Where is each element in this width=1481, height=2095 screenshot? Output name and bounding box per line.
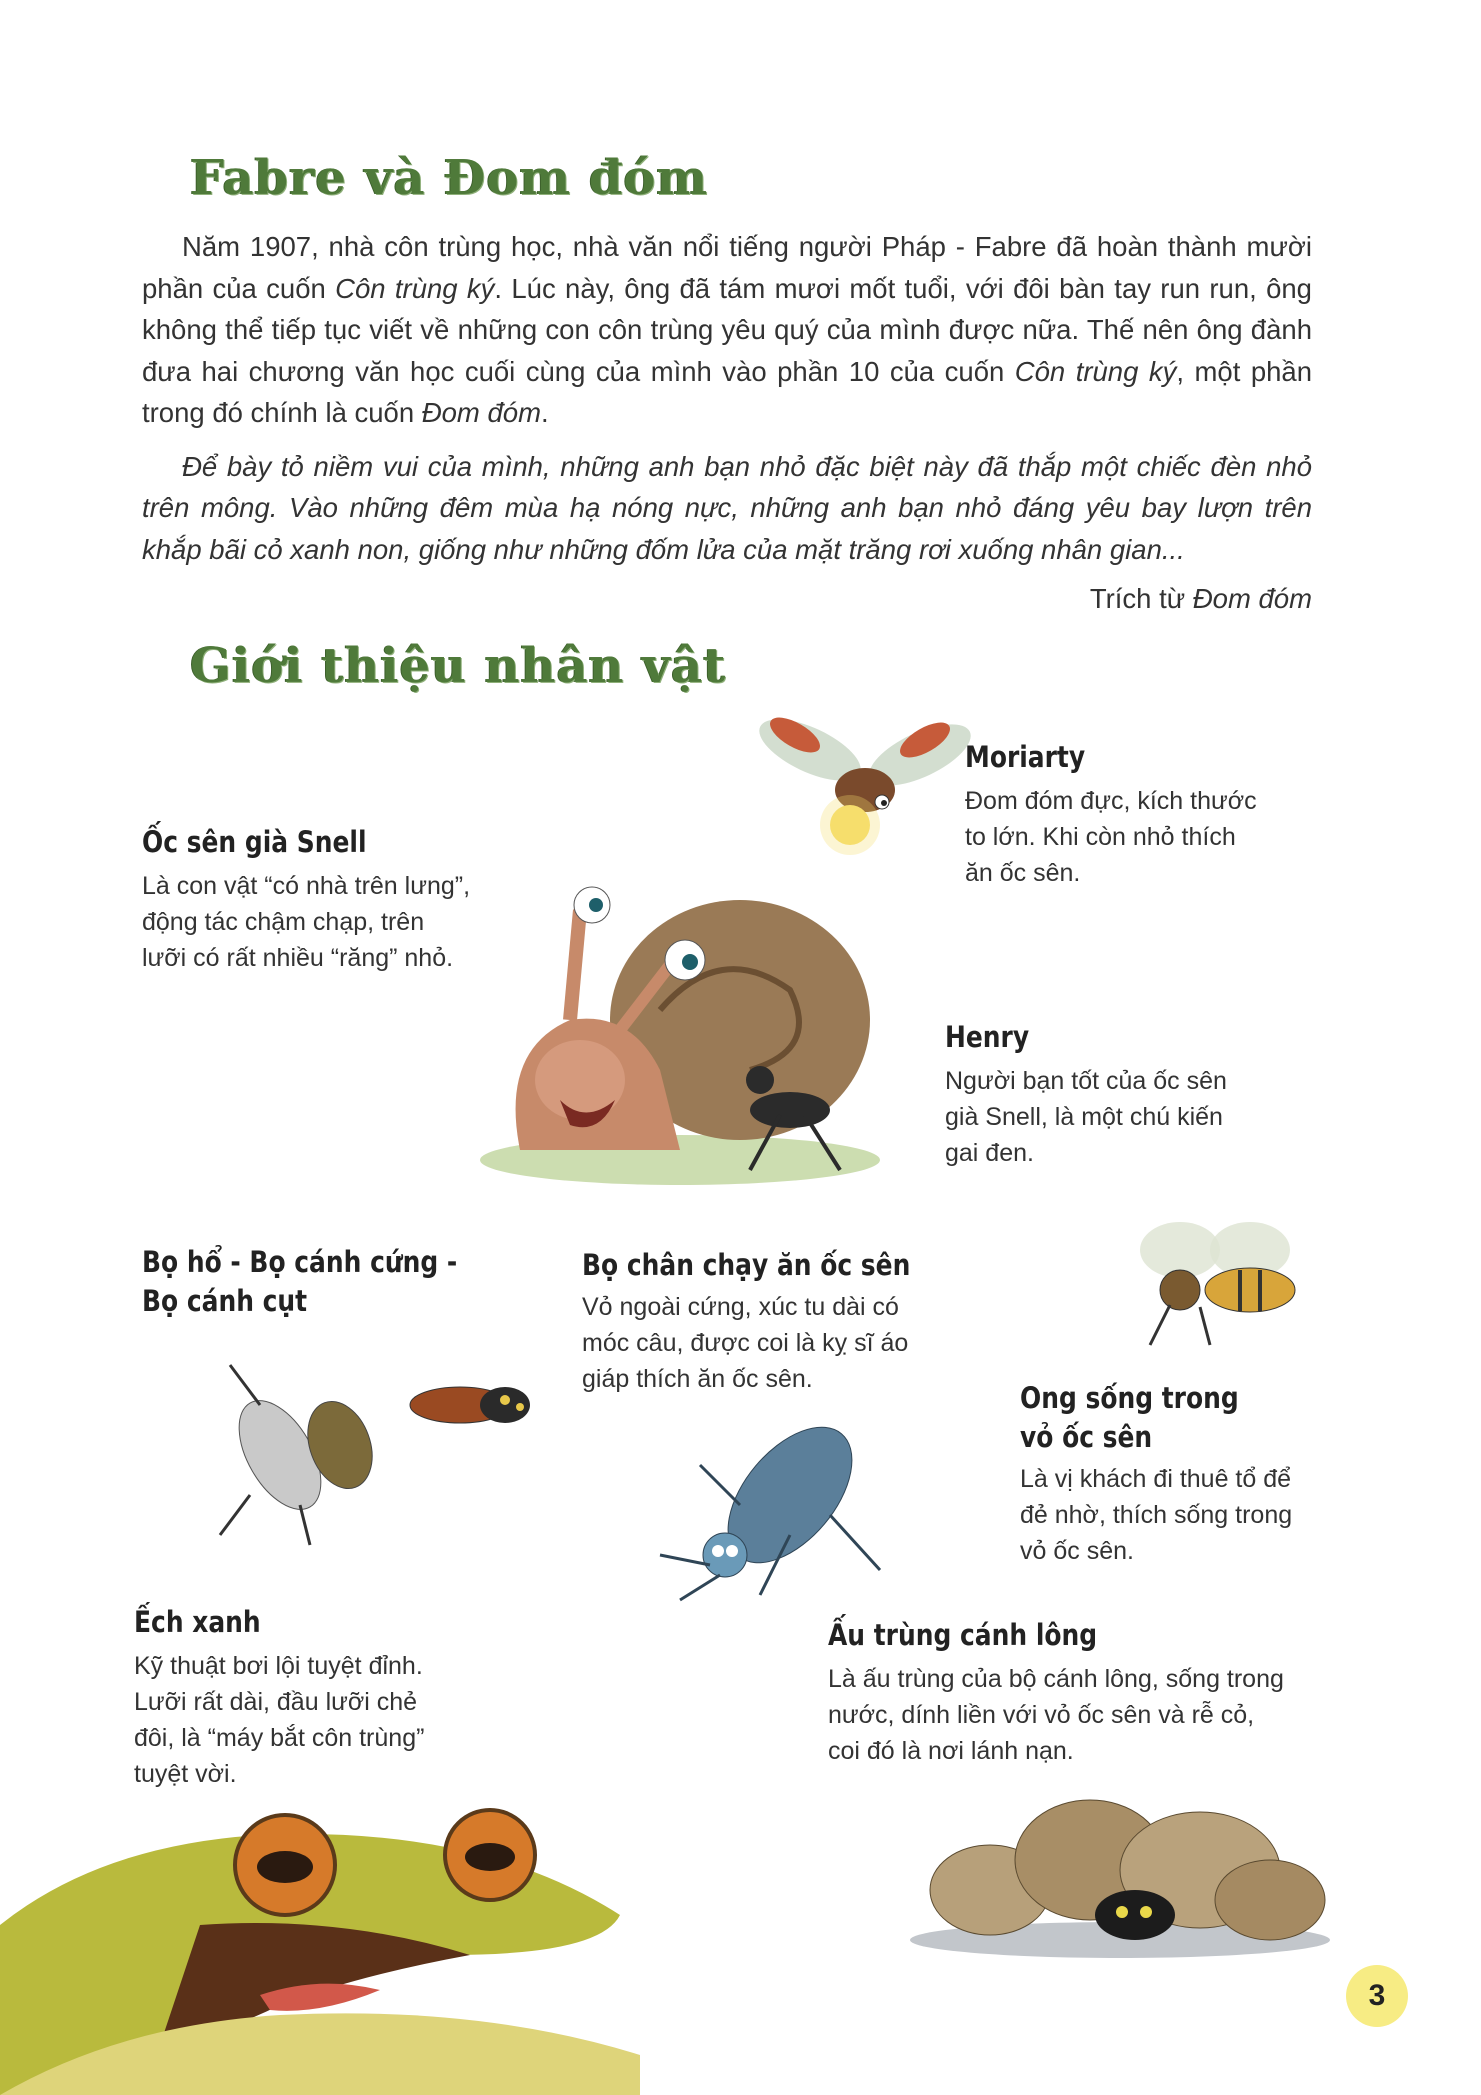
desc-line: ăn ốc sên.	[965, 859, 1081, 887]
ground-beetle-group-illustration	[190, 1345, 540, 1545]
section-title-fabre: Fabre và Đom đóm	[190, 150, 709, 206]
character-name-beetles	[142, 1243, 457, 1321]
desc-line: đẻ nhờ, thích sống trong	[1020, 1501, 1293, 1529]
character-name-henry: Henry	[945, 1020, 1030, 1054]
desc-line: giáp thích ăn ốc sên.	[582, 1365, 813, 1393]
desc-line: coi đó là nơi lánh nạn.	[828, 1737, 1074, 1765]
character-name-frog: Ếch xanh	[134, 1605, 261, 1639]
desc-line: Là vị khách đi thuê tổ để	[1020, 1465, 1292, 1493]
carabid-beetle-illustration	[640, 1405, 900, 1605]
character-name-moriarty: Moriarty	[965, 740, 1086, 774]
desc-line: Vỏ ngoài cứng, xúc tu dài có	[582, 1293, 899, 1321]
desc-line: Kỹ thuật bơi lội tuyệt đỉnh.	[134, 1652, 423, 1680]
desc-line: lưỡi có rất nhiều “răng” nhỏ.	[142, 944, 454, 972]
page-number: 3	[1346, 1965, 1408, 2027]
desc-line: Lưỡi rất dài, đầu lưỡi chẻ	[134, 1688, 418, 1716]
wasp-illustration	[1100, 1215, 1320, 1355]
character-name-wasp	[1020, 1379, 1239, 1457]
character-desc-caddisfly	[828, 1661, 1284, 1769]
frog-illustration	[0, 1805, 640, 2095]
desc-line: tuyệt vời.	[134, 1760, 237, 1788]
quote-source-prefix: Trích từ	[1089, 583, 1193, 614]
quote-paragraph: Để bày tỏ niềm vui của mình, những anh bạn nhỏ đặc biệt này đã thắp một chiếc đèn nhỏ trên mông. Vào những đêm mùa hạ nóng nực, những anh bạn nhỏ đáng yêu bay lượn trên khắp bãi cỏ xanh non, giống như những đốm lửa của mặt trăng rơi xuống nhân gian...	[142, 450, 1312, 565]
snail-illustration	[460, 870, 900, 1190]
book-title-italic: Côn trùng ký	[335, 272, 495, 304]
intro-text-4: .	[540, 397, 549, 428]
intro-text-2: . Lúc này, ông đã tám mươi mốt tuổi, với đôi bàn tay run run, ông không thể tiếp tục viết về những con côn trùng yêu quý của mình được nữa. Thế nên ông đành đưa hai chương văn học cuối cùng của mình vào phần 10 của cuốn	[142, 272, 1312, 387]
book-title-italic: Côn trùng ký	[1014, 355, 1177, 387]
caddisfly-larva-illustration	[900, 1780, 1340, 1960]
quote-source	[142, 578, 1312, 620]
character-name-snell: Ốc sên già Snell	[142, 825, 367, 859]
character-desc-moriarty	[965, 783, 1257, 891]
firefly-illustration	[750, 710, 980, 870]
intro-text-3: , một phần trong đó chính là cuốn	[142, 355, 1312, 428]
intro-paragraph	[142, 226, 1312, 434]
quote-source-title: Đom đóm	[1192, 583, 1312, 614]
desc-line: móc câu, được coi là kỵ sĩ áo	[582, 1329, 909, 1357]
desc-line: đôi, là “máy bắt côn trùng”	[134, 1724, 425, 1752]
desc-line: nước, dính liền với vỏ ốc sên và rễ cỏ,	[828, 1701, 1255, 1729]
desc-line: Là ấu trùng của bộ cánh lông, sống trong	[828, 1665, 1284, 1693]
book-title-italic: Đom đóm	[421, 397, 541, 428]
desc-line: Đom đóm đực, kích thước	[965, 787, 1257, 815]
desc-line: già Snell, là một chú kiến	[945, 1103, 1223, 1131]
name-line: Ong sống trong	[1020, 1381, 1239, 1415]
character-name-carabid: Bọ chân chạy ăn ốc sên	[582, 1248, 911, 1282]
name-line: vỏ ốc sên	[1020, 1420, 1153, 1454]
character-desc-frog	[134, 1648, 424, 1792]
character-name-caddisfly: Ấu trùng cánh lông	[828, 1618, 1098, 1652]
desc-line: gai đen.	[945, 1139, 1034, 1167]
desc-line: vỏ ốc sên.	[1020, 1537, 1134, 1565]
character-desc-wasp	[1020, 1461, 1292, 1569]
desc-line: động tác chậm chạp, trên	[142, 908, 425, 936]
name-line: Bọ cánh cụt	[142, 1284, 308, 1318]
intro-text-1: Năm 1907, nhà côn trùng học, nhà văn nổi tiếng người Pháp - Fabre đã hoàn thành mười phần của cuốn	[142, 231, 1312, 304]
character-desc-henry	[945, 1063, 1227, 1171]
name-line: Bọ hổ - Bọ cánh cứng -	[142, 1245, 458, 1279]
desc-line: Là con vật “có nhà trên lưng”,	[142, 872, 471, 900]
desc-line: Người bạn tốt của ốc sên	[945, 1067, 1227, 1095]
intro-text-block	[142, 226, 1312, 620]
section-title-characters: Giới thiệu nhân vật	[190, 638, 727, 694]
character-desc-carabid	[582, 1289, 908, 1397]
character-desc-snell	[142, 868, 470, 976]
desc-line: to lớn. Khi còn nhỏ thích	[965, 823, 1236, 851]
